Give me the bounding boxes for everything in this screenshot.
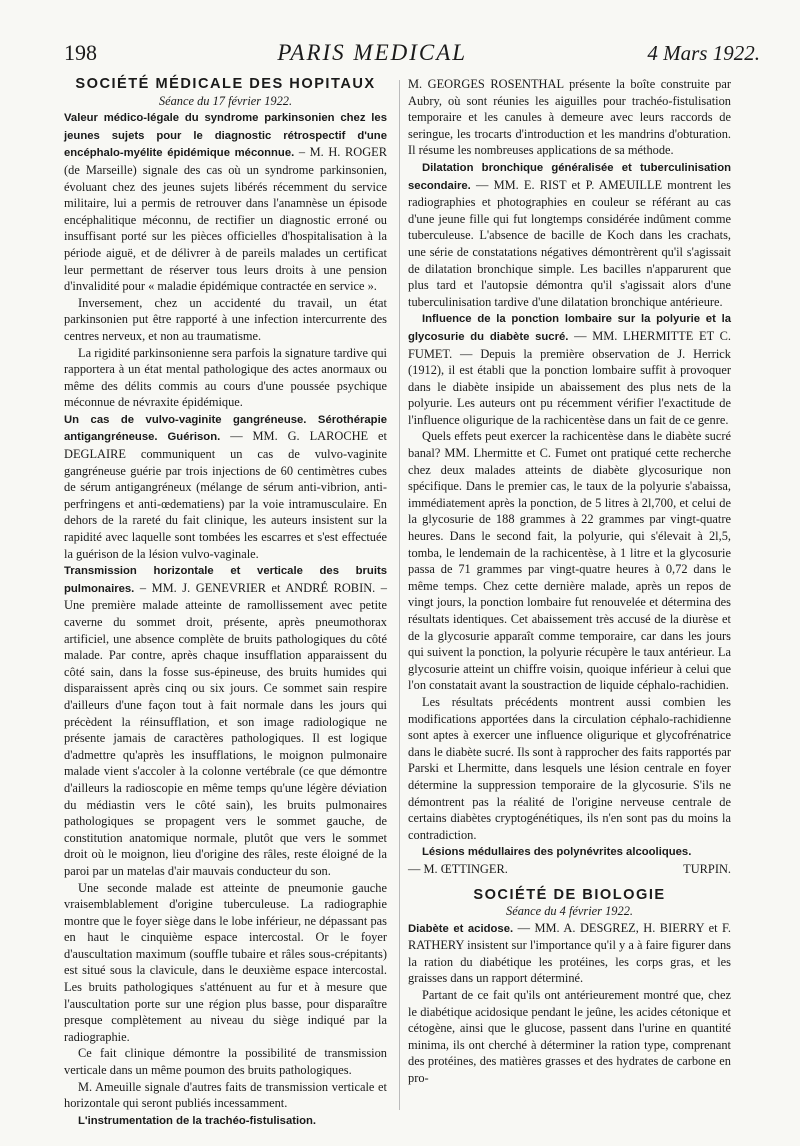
paragraph	[408, 843, 731, 861]
article-author: — M. ŒTTINGER.	[408, 861, 508, 876]
signature-line	[408, 861, 731, 878]
paragraph: Les résultats précédents montrent aussi combien les modifications apportées dans la circulation céphalo-rachidienne sont aptes à exercer une influence oligurique et glycofrénatrice dans le diabète sucré. Ils sont à rapprocher des faits rapportés par Parski et Lhermitte, dans lesquels une lésion centrale en foyer détermine la suppression temporaire de la glycosurie. S'ils ne démontrent pas la réalité de l'origine nerveuse centrale de certains diabètes cryptogénétiques, ils n'en sont pas du moins la contradiction.	[408, 694, 731, 842]
seance-date: Séance du 17 février 1922.	[158, 93, 293, 108]
paragraph: Ce fait clinique démontre la possibilité de transmission verticale dans un même poumon des bruits pathologiques.	[64, 1046, 387, 1078]
paragraph: Partant de ce fait qu'ils ont antérieurement montré que, chez le diabétique acidosique pendant le jeûne, les acides cétonique et cétogène, ainsi que le glucose, passent dans l'urine en quantité minima, ils ont cherché à déterminer la ration type, comprenant des protéines, des matières grasses et des hydrates de carbone en pro-	[408, 988, 731, 1086]
paragraph	[64, 562, 387, 879]
reporter-signature: TURPIN.	[683, 861, 731, 876]
page-number: 198	[64, 40, 97, 65]
paragraph	[64, 411, 387, 562]
section-title-biologie: SOCIÉTÉ DE BIOLOGIE	[473, 886, 666, 903]
running-header	[64, 40, 760, 70]
section-title-hopitaux: SOCIÉTÉ MÉDICALE DES HOPITAUX	[75, 76, 376, 92]
article-heading: Influence de la ponction lombaire sur la polyurie et la glycosurie du diabète sucré.	[408, 313, 731, 343]
right-column	[408, 76, 731, 1087]
paragraph	[408, 920, 731, 987]
journal-title: PARIS MEDICAL	[277, 40, 468, 65]
paragraph: La rigidité parkinsonienne sera parfois la signature tardive qui rapportera à un état mental pathologique des actes anormaux ou même des délits commis au cours d'une poussée psychique méconnue de névraxite épidémique.	[64, 345, 387, 410]
article-text: — MM. G. LAROCHE et DEGLAIRE communiquent un cas de vulvo-vaginite gangréneuse guérie par trois injections de 60 centimètres cubes de sérum antigangréneux (mélange de sérum anti-vibrion, anti-perfringens et anti-œdematiens) par la voie intramusculaire. En dehors de la rareté du fait clinique, les auteurs insistent sur la rapidité avec laquelle sont tombées les escarres et s'est effectuée la guérison de la lésion vulvo-vaginale.	[64, 429, 387, 561]
article-heading: Un cas de vulvo-vaginite gangréneuse. Sérothérapie antigangréneuse. Guérison.	[64, 413, 387, 444]
article-text: — MM. A. DESGREZ, H. BIERRY et F. RATHERY insistent sur l'importance qu'il y a à faire figurer dans la ration du diabétique les protéines, les corps gras, et les graisses dans un rapport déterminé.	[408, 920, 732, 986]
paragraph	[408, 159, 731, 310]
paragraph: Quels effets peut exercer la rachicentèse dans le diabète sucré banal? MM. Lhermitte et C. Fumet ont pratiqué cette recherche chez deux malades atteints de diabète glycosurique non spécifique. Dans le premier cas, le taux de la polyurie s'abaissa, immédiatement après la ponction, de 5 litres à 2l,700, et celui de la glycosurie de 188 grammes à 22 grammes par vingt-quatre heures. Dans le second fait, la polyurie, qui s'élevait à 2l,5, tomba, le lendemain de la rachicentèse, à 1 litre et la glycosurie passa de 71 grammes par vingt-quatre heures à 0,72 dans le même temps. Chez cette dernière malade, après un repos de vingt jours, la ponction lombaire fut renouvelée et détermina des résultats identiques. Cet abaissement très accusé de la diurèse et de la glycosurie apparaît comme temporaire, car dans les jours qui suivent la ponction, la polyurie récupère le taux antérieur. La glycosurie atteint un chiffre voisin, quoique inférieur à celui que l'on constatait avant la soustraction de liquide céphalo-rachidien.	[408, 429, 731, 693]
article-text: – M. H. ROGER (de Marseille) signale des cas où un syndrome parkinsonien, évoluant chez des jeunes sujets libérés récemment du service militaire, lui a permis de retrouver dans l'anamnèse un épisode encéphalitique méconnu, de rectifier un diagnostic erroné ou insuffisant porté sur les pièces officielles d'hospitalisation à la période aiguë, et de délivrer à de pareils malades un certificat leur permettant de réserver tous leurs droits à une pension d'invalidité pour « maladie épidémique contractée en service ».	[64, 145, 387, 294]
article-heading: Valeur médico-légale du syndrome parkinsonien chez les jeunes sujets pour le diagnostic rétrospectif d'une encéphalo-myélite épidémique méconnue.	[64, 112, 387, 160]
article-text: — MM. LHERMITTE ET C. FUMET. — Depuis la première observation de J. Herrick (1912), il est établi que la ponction lombaire suffit à provoquer dans le diabète insipide un abaissement des plus nets de la polyurie. Les auteurs ont pu récemment vérifier l'exactitude de l'influence oligurique de la rachicentèse dans un fait de ce genre.	[408, 328, 731, 427]
paragraph: Inversement, chez un accidenté du travail, un état parkinsonien put être rapporté à une infection intercurrente des centres nerveux, et non au traumatisme.	[64, 295, 387, 343]
article-text: – MM. J. GENEVRIER et ANDRÉ ROBIN. – Une première malade atteinte de ramollissement avec petite caverne du sommet droit, présente, après pneumothorax artificiel, une absence complète de bruits pathologiques du côté malade. Par contre, après chaque insufflation apparaissent du côté sain, dans la fosse sus-épineuse, des bruits humides qui disparaissent après cinq ou six jours. Ce sommet sain respire d'ailleurs d'une façon tout à fait normale dans les jours qui précèdent la réinsufflation, et son image radiologique ne présente jamais de caractères pathologiques. Il est logique d'admettre qu'après les insufflations, le moignon pulmonaire malade vient s'accoler à la colonne vertébrale (ce que démontre d'ailleurs la radioscopie en même temps qu'une légère déviation du médiastin vers le côté sain), les bruits pulmonaires pathologiques se propagent vers le sommet gauche, de constitution anatomique normale, plutôt que vers le sommet droit où le moignon, lieu d'origine des râles, reste éloigné de la paroi par un matelas d'air mauvais conducteur du son.	[64, 580, 387, 878]
paragraph	[408, 310, 731, 428]
paragraph: M. GEORGES ROSENTHAL présente la boîte construite par Aubry, où sont réunies les aiguilles pour trachéo-fistulisation temporaire et les canules à demeure avec leurs raccords de seringue, les trocarts d'introduction et les mandrins d'obturation. Il résume les nombreuses applications de sa méthode.	[408, 77, 731, 158]
left-column	[64, 76, 387, 1129]
issue-date: 4 Mars 1922.	[647, 41, 760, 65]
paragraph	[64, 109, 387, 295]
paragraph	[64, 1112, 387, 1130]
article-heading: Transmission horizontale et verticale des bruits pulmonaires.	[64, 565, 387, 595]
article-heading: Diabète et acidose.	[408, 922, 514, 935]
article-text: — MM. E. RIST et P. AMEUILLE montrent les radiographies et photographies en couleur se référant au cas d'une jeune fille qui fut longtemps considérée indûment comme tuberculeuse. L'absence de bacille de Koch dans les crachats, une série de constatations négatives démontrèrent qu'il s'agissait de dilatation bronchique simple. Les bacilles n'apparurent que plus tard et l'autopsie démontra qu'il s'agissait alors d'une tuberculinisation tardive d'une dilatation bronchique antérieure.	[408, 177, 731, 309]
column-divider	[399, 80, 400, 1110]
paragraph: Une seconde malade est atteinte de pneumonie gauche vraisemblablement d'origine tuberculeuse. La radiographie montre que le foyer siège dans le lobe inférieur, ne dépassant pas en haut le cinquième espace intercostal. Or le foyer d'auscultation maximum (souffle tubaire et râles sous-crépitants) est situé sous la clavicule, dans le deuxième espace intercostal. Les bruits pathologiques s'atténuent au fur et à mesure que l'auscultation porte sur une région plus basse, pour disparaître presque complètement au niveau du siège indiqué par la radiographie.	[64, 880, 387, 1044]
seance-date: Séance du 4 février 1922.	[506, 904, 633, 919]
article-heading: Lésions médullaires des polynévrites alcooliques.	[422, 846, 692, 859]
article-heading: Dilatation bronchique généralisée et tuberculinisation secondaire.	[408, 161, 731, 192]
paragraph: M. Ameuille signale d'autres faits de transmission verticale et horizontale qui seront publiés incessamment.	[64, 1079, 387, 1111]
article-heading: L'instrumentation de la trachéo-fistulisation.	[78, 1114, 317, 1127]
